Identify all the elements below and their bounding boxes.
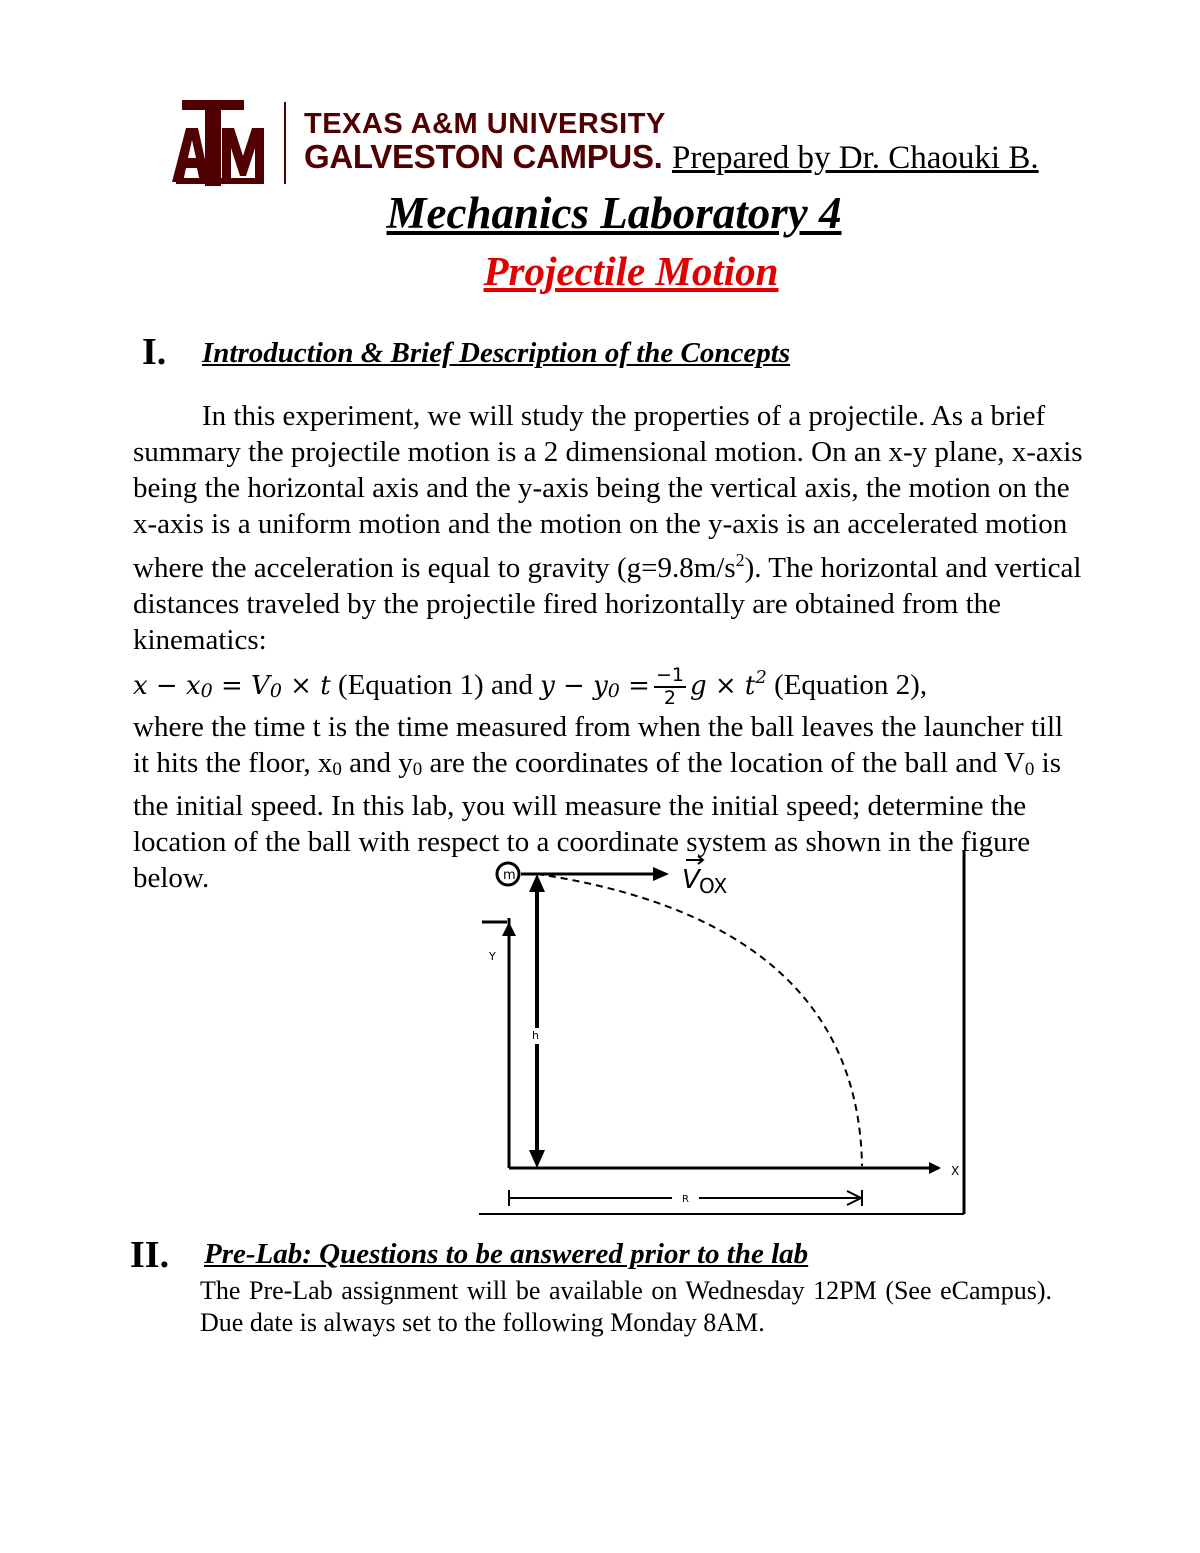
page-title: Mechanics Laboratory 4: [386, 188, 842, 238]
section2-heading: Pre-Lab: Questions to be answered prior to the lab: [204, 1238, 809, 1270]
vector-arrow-mark: [686, 856, 703, 864]
section1-body: [133, 398, 1093, 896]
kinematics-text: ). The horizontal and vertical distances traveled by the projectile fired horizontally are obtained from the kinematics:: [133, 552, 1082, 656]
equation-1-label: (Equation 1) and: [337, 669, 533, 701]
section2-body: [200, 1275, 1052, 1339]
prepared-by: Prepared by Dr. Chaouki B.: [672, 140, 1039, 176]
equation-1: x − x0 = V0 × t: [133, 671, 331, 702]
fraction: $\frac{-1}{2}$: [655, 664, 684, 709]
logo-monogram-text: ATM: [172, 100, 175, 101]
section1-heading: Introduction & Brief Description of the Concepts: [202, 337, 791, 369]
h-label: h: [532, 1029, 539, 1042]
gravity-text: (g=9.8m/s: [616, 552, 736, 584]
velocity-subscript: OX: [699, 874, 728, 898]
tamu-logo-mark: [172, 100, 264, 186]
trajectory-curve: [537, 874, 862, 1166]
range-label: R: [682, 1194, 689, 1205]
section2-number: II.: [130, 1234, 170, 1276]
gravity-sup: 2: [735, 550, 745, 570]
equation-2-label: (Equation 2),: [774, 669, 928, 701]
mass-label: m: [503, 868, 516, 883]
y-label: Y: [489, 950, 496, 963]
university-name: TEXAS A&M UNIVERSITY: [304, 108, 666, 140]
equations-line: [133, 660, 1093, 709]
after-equation-paragraph: where the time t is the time measured from when the ball leaves the launcher till it hits the floor, x0 and y0 are the coordinates of the location of the ball and V0 is the initial speed. In this lab, you will measure the initial speed; determine the location of the ball with respect to a coordinate system as shown in the figure below.: [133, 711, 1064, 894]
section1-number: I.: [142, 331, 167, 373]
logo-divider: [284, 102, 286, 184]
section1-paragraph: [133, 398, 1093, 658]
page-subtitle: Projectile Motion: [483, 248, 779, 294]
campus-name: GALVESTON CAMPUS.: [304, 138, 663, 175]
x-label: X: [951, 1164, 960, 1178]
paragraph-text: In this experiment, we will study the properties of a projectile. As a brief summary the projectile motion is a 2 dimensional motion. On an x-y plane, x-axis being the horizontal axis and the y-axis being the vertical axis, the motion on the x-axis is a uniform motion and the motion on the y-axis is an accelerated motion where the acceleration is equal to gravity: [133, 400, 1083, 584]
prelab-text: The Pre-Lab assignment will be available on Wednesday 12PM (See eCampus). Due date is always set to the following Monday 8AM.: [200, 1276, 1052, 1337]
equation-2: y − y0 = $\frac{-1}{2}$ $g \times t^2$: [540, 664, 767, 709]
projectile-figure: [477, 848, 969, 1218]
velocity-label: V: [682, 865, 700, 895]
